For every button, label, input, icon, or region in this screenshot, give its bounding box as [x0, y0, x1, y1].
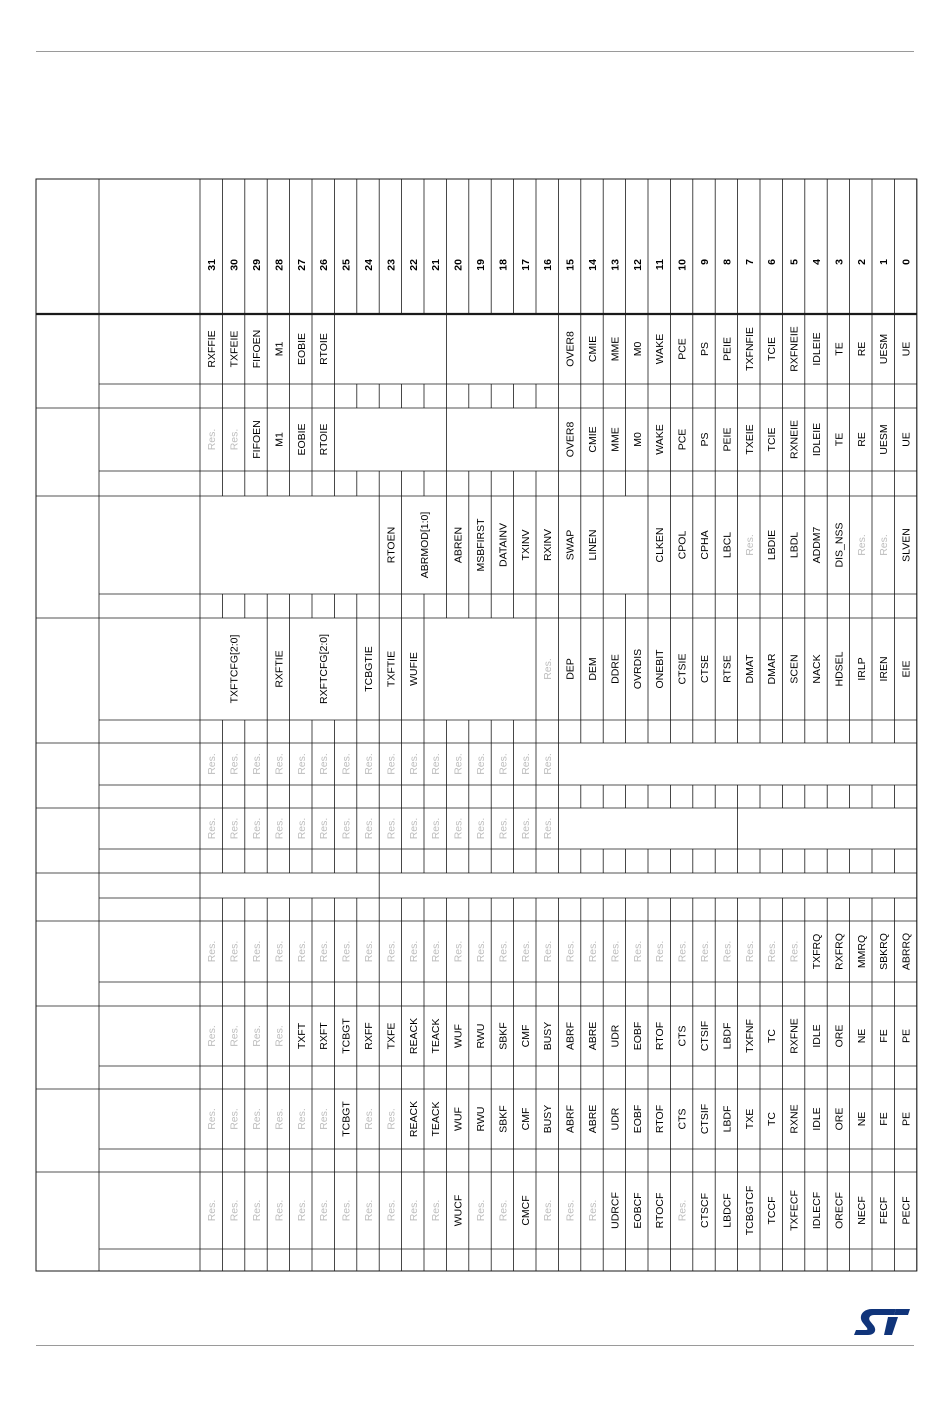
reserved-bit-label: Res. [766, 940, 779, 963]
bit-number: 4 [811, 259, 823, 265]
bit-field-label: UE [900, 341, 913, 357]
bit-field-label: RTOIE [318, 333, 331, 365]
reserved-bit-label: Res. [318, 817, 331, 840]
reserved-bit-label: Res. [340, 753, 353, 775]
bit-field-label: CMIE [587, 335, 599, 363]
bit-field-label: CPOL [676, 530, 689, 560]
bit-number: 7 [743, 259, 756, 265]
reserved-bit-label: Res. [564, 940, 577, 963]
bit-field-label: RXFRQ [833, 933, 846, 970]
bit-field-label: CTSIF [699, 1020, 711, 1052]
bit-field-label: DMAR [766, 653, 779, 685]
reserved-bit-label: Res. [206, 1108, 219, 1130]
bit-number: 6 [766, 259, 779, 265]
bit-field-label: SWAP [564, 529, 577, 561]
bit-field-label: BUSY [542, 1104, 555, 1134]
bit-field-label: CMCF [519, 1195, 532, 1226]
reserved-bit-label: Res. [587, 1199, 599, 1222]
bit-field-label: TXFECF [788, 1190, 801, 1231]
reserved-bit-label: Res. [206, 817, 219, 840]
bit-field-label: UESM [878, 333, 891, 365]
bit-number: 9 [699, 259, 711, 265]
reserved-bit-label: Res. [564, 1199, 577, 1222]
reserved-bit-label: Res. [878, 534, 891, 556]
reserved-bit-label: Res. [273, 1025, 286, 1047]
bit-field-label: DATAINV [497, 523, 510, 567]
bit-field-label: TC [766, 1112, 779, 1126]
reserved-bit-label: Res. [699, 940, 711, 963]
reserved-bit-label: Res. [407, 940, 420, 963]
reserved-bit-label: Res. [497, 817, 510, 840]
bit-field-label: TCIE [766, 427, 779, 452]
bit-field-label: RTOEN [385, 526, 398, 564]
bit-field-label: RTOF [654, 1021, 667, 1051]
bit-field-label: ORECF [833, 1192, 846, 1229]
reserved-bit-label: Res. [654, 940, 667, 963]
reserved-bit-label: Res. [295, 817, 308, 840]
reserved-bit-label: Res. [788, 940, 801, 963]
reserved-bit-label: Res. [587, 940, 599, 963]
reserved-bit-label: Res. [228, 1199, 241, 1222]
bit-number: 17 [519, 259, 532, 271]
bit-field-label: WUCF [452, 1194, 465, 1227]
bit-field-label: CTSIE [676, 653, 689, 685]
bit-field-label: CPHA [699, 530, 711, 560]
reserved-bit-label: Res. [743, 940, 756, 963]
bit-field-label: TXEIE [743, 424, 756, 455]
bit-field-label: TXE [743, 1108, 756, 1130]
bit-field-label: RTOIE [318, 423, 331, 456]
bit-field-label: ORE [833, 1024, 846, 1048]
bit-field-label: PS [699, 341, 711, 357]
bit-number: 29 [251, 259, 263, 271]
bit-field-label: FE [878, 1112, 891, 1126]
bit-number: 27 [295, 259, 308, 271]
bit-number: 2 [855, 259, 868, 265]
reserved-bit-label: Res. [318, 1108, 331, 1130]
reserved-bit-label: Res. [385, 1108, 398, 1130]
bit-field-label: IDLEIE [811, 332, 823, 366]
bit-field-label: RE [855, 341, 868, 357]
bit-field-label: TCIE [766, 337, 779, 361]
bit-field-label: WAKE [654, 424, 667, 455]
reserved-bit-label: Res. [363, 817, 375, 840]
bit-field-label: WAKE [654, 333, 667, 365]
reserved-bit-label: Res. [519, 817, 532, 840]
reserved-bit-label: Res. [407, 753, 420, 775]
bit-number: 5 [788, 259, 801, 265]
bit-field-label: REACK [407, 1100, 420, 1138]
reserved-bit-label: Res. [542, 753, 555, 775]
bit-field-label: ADDM7 [811, 526, 823, 564]
reserved-bit-label: Res. [206, 940, 219, 963]
bit-field-label: ABRRQ [900, 932, 913, 971]
reserved-bit-label: Res. [251, 940, 263, 963]
bit-field-label: TC [766, 1029, 779, 1043]
reserved-bit-label: Res. [206, 428, 219, 451]
reserved-bit-label: Res. [385, 817, 398, 840]
bit-number: 15 [564, 259, 577, 271]
bit-field-label: TEACK [430, 1101, 443, 1137]
bit-field-label: UDRCF [609, 1192, 622, 1229]
bit-field-label: RE [855, 432, 868, 447]
reserved-bit-label: Res. [251, 753, 263, 775]
bit-field-label: REACK [407, 1017, 420, 1055]
bit-number: 16 [542, 259, 555, 271]
bit-number: 11 [654, 259, 667, 271]
reserved-bit-label: Res. [340, 817, 353, 840]
reserved-bit-label: Res. [452, 753, 465, 775]
bit-field-label: CMF [519, 1107, 532, 1131]
bit-field-label: ABREN [452, 526, 465, 564]
bit-field-label: RXINV [542, 528, 555, 562]
reserved-bit-label: Res. [407, 1199, 420, 1222]
bit-field-label: NECF [855, 1196, 868, 1225]
bit-field-label: LBDF [721, 1105, 734, 1133]
bit-field-label: ABRF [564, 1021, 577, 1051]
bit-field-label: NE [855, 1028, 868, 1044]
bit-number: 26 [318, 259, 331, 271]
bit-field-label: RTOCF [654, 1192, 667, 1229]
bit-field-label: IDLE [811, 1024, 823, 1048]
bit-field-label: EOBIE [295, 332, 308, 366]
bit-field-label: IDLEIE [811, 422, 823, 457]
reserved-bit-label: Res. [273, 753, 286, 775]
bit-field-label: IRLP [855, 657, 868, 681]
bit-field-label: NE [855, 1111, 868, 1127]
bit-field-label: LBDCF [721, 1193, 734, 1228]
reserved-bit-label: Res. [206, 1199, 219, 1222]
reserved-bit-label: Res. [206, 1025, 219, 1047]
bit-field-label: LBDIE [766, 529, 779, 561]
reserved-bit-label: Res. [475, 1199, 487, 1222]
bit-field-label: UESM [878, 424, 891, 455]
reserved-bit-label: Res. [363, 940, 375, 963]
bit-field-label: SBKF [497, 1105, 510, 1133]
bit-field-label: TCBGT [340, 1101, 353, 1137]
reserved-bit-label: Res. [228, 1025, 241, 1047]
bit-field-label: TE [833, 432, 846, 447]
bit-field-label: DIS_NSS [833, 522, 846, 568]
bit-field-label: EOBF [631, 1021, 644, 1051]
bit-field-label: ORE [833, 1107, 846, 1131]
bit-field-label: TCCF [766, 1196, 779, 1225]
bit-field-label: CTSE [699, 654, 711, 684]
bit-field-label: SLVEN [900, 528, 913, 562]
bit-field-label: LBCL [721, 531, 734, 559]
reserved-bit-label: Res. [609, 940, 622, 963]
reserved-bit-label: Res. [542, 1199, 555, 1222]
bit-field-label: TXFNF [743, 1019, 756, 1053]
bit-field-label: IREN [878, 656, 891, 682]
bit-field-label: CMIE [587, 426, 599, 453]
bit-number: 1 [878, 259, 891, 265]
reserved-bit-label: Res. [519, 940, 532, 963]
reserved-bit-label: Res. [430, 940, 443, 963]
bit-field-label: M1 [273, 341, 286, 357]
bit-number: 12 [631, 259, 644, 271]
bit-field-label: MME [609, 427, 622, 452]
reserved-bit-label: Res. [542, 817, 555, 840]
reserved-bit-label: Res. [340, 940, 353, 963]
bit-field-label: TXFEIE [228, 330, 241, 368]
bit-field-label: WUF [452, 1024, 465, 1048]
bit-field-label: TXFTIE [385, 650, 398, 688]
bit-field-label: CLKEN [654, 527, 667, 563]
bit-field-label: FECF [878, 1196, 891, 1225]
bit-field-label: RXFNE [788, 1018, 801, 1054]
reserved-bit-label: Res. [295, 1108, 308, 1130]
bit-field-label: TXFNFIE [743, 327, 756, 371]
bit-field-label: BUSY [542, 1021, 555, 1051]
reserved-bit-label: Res. [430, 1199, 443, 1222]
bit-field-label: MME [609, 336, 622, 362]
bit-field-label: PECF [900, 1196, 913, 1225]
bit-number: 31 [206, 259, 219, 271]
reserved-bit-label: Res. [452, 940, 465, 963]
bit-number: 14 [587, 259, 599, 271]
reserved-bit-label: Res. [251, 1199, 263, 1222]
bit-field-label: PCE [676, 428, 689, 451]
reserved-bit-label: Res. [273, 1108, 286, 1130]
bit-number: 18 [497, 259, 510, 271]
reserved-bit-label: Res. [363, 753, 375, 775]
bit-field-label: OVER8 [564, 421, 577, 458]
bit-field-label: EOBF [631, 1104, 644, 1134]
bit-number: 30 [228, 259, 241, 271]
bit-field-label: TXFTCFG[2:0] [228, 634, 241, 704]
reserved-bit-label: Res. [228, 817, 241, 840]
reserved-bit-label: Res. [251, 1025, 263, 1047]
bit-field-label: SBKRQ [878, 933, 891, 970]
bit-field-label: UDR [609, 1107, 622, 1131]
st-logo-icon [850, 1305, 912, 1341]
bit-field-label: CTSCF [699, 1193, 711, 1228]
reserved-bit-label: Res. [340, 1199, 353, 1222]
bit-field-label: TXFE [385, 1022, 398, 1050]
bit-field-label: DEM [587, 657, 599, 681]
bit-field-label: WUFIE [407, 652, 420, 686]
reserved-bit-label: Res. [452, 817, 465, 840]
bit-number: 3 [833, 259, 846, 265]
bit-field-label: ABRF [564, 1104, 577, 1134]
reserved-bit-label: Res. [855, 534, 868, 556]
bit-field-label: HDSEL [833, 651, 846, 687]
bit-field-label: ONEBIT [654, 649, 667, 689]
reserved-bit-label: Res. [318, 940, 331, 963]
bit-number: 13 [609, 259, 622, 271]
bit-field-label: ABRE [587, 1104, 599, 1134]
reserved-bit-label: Res. [385, 1199, 398, 1222]
bit-field-label: M0 [631, 432, 644, 447]
reserved-bit-label: Res. [318, 753, 331, 775]
bit-field-label: FE [878, 1029, 891, 1043]
bit-field-label: TE [833, 342, 846, 356]
bit-field-label: CMF [519, 1024, 532, 1048]
bit-field-label: PE [900, 1028, 913, 1044]
reserved-bit-label: Res. [295, 753, 308, 775]
reserved-bit-label: Res. [430, 753, 443, 775]
bit-field-label: FIFOEN [251, 420, 263, 459]
bit-field-label: MMRQ [855, 934, 868, 969]
reserved-bit-label: Res. [519, 753, 532, 775]
bit-field-label: RXFT [318, 1022, 331, 1050]
bit-field-label: MSBFIRST [475, 518, 487, 572]
bit-number: 21 [430, 259, 443, 271]
reserved-bit-label: Res. [407, 817, 420, 840]
bit-field-label: CTSIF [699, 1103, 711, 1135]
bit-field-label: LBDF [721, 1022, 734, 1050]
footer-rule [36, 1345, 914, 1346]
bit-field-label: EIE [900, 660, 913, 678]
bit-number: 0 [900, 259, 913, 265]
bit-field-label: RXNEIE [788, 419, 801, 460]
reserved-bit-label: Res. [497, 940, 510, 963]
reserved-bit-label: Res. [363, 1108, 375, 1130]
bit-field-label: FIFOEN [251, 329, 263, 369]
bit-field-label: PEIE [721, 427, 734, 452]
reserved-bit-label: Res. [228, 753, 241, 775]
bit-field-label: DMAT [743, 654, 756, 684]
bit-field-label: TCBGT [340, 1018, 353, 1054]
bit-field-label: SCEN [788, 654, 801, 684]
reserved-bit-label: Res. [497, 1199, 510, 1222]
bit-field-label: PCE [676, 338, 689, 360]
reserved-bit-label: Res. [743, 534, 756, 556]
bit-field-label: UE [900, 432, 913, 447]
bit-field-label: OVER8 [564, 331, 577, 367]
bit-field-label: RWU [475, 1023, 487, 1049]
bit-field-label: DEP [564, 658, 577, 680]
reserved-bit-label: Res. [475, 940, 487, 963]
bit-field-label: ABRE [587, 1021, 599, 1051]
bit-field-label: RTOF [654, 1104, 667, 1134]
bit-field-label: PEIE [721, 337, 734, 361]
reserved-bit-label: Res. [542, 940, 555, 963]
bit-number: 24 [363, 259, 375, 271]
bit-number: 20 [452, 259, 465, 271]
bit-field-label: RXFNEIE [788, 326, 801, 372]
bit-field-label: LBDL [788, 531, 801, 559]
reserved-bit-label: Res. [676, 940, 689, 963]
bit-field-label: TEACK [430, 1018, 443, 1054]
bit-field-label: RXNE [788, 1104, 801, 1134]
bit-field-label: NACK [811, 654, 823, 684]
reserved-bit-label: Res. [676, 1199, 689, 1222]
bit-field-label: EOBIE [295, 423, 308, 456]
bit-field-label: RWU [475, 1106, 487, 1132]
reserved-bit-label: Res. [363, 1199, 375, 1222]
reserved-bit-label: Res. [273, 1199, 286, 1222]
reserved-bit-label: Res. [385, 940, 398, 963]
reserved-bit-label: Res. [631, 940, 644, 963]
bit-number: 25 [340, 259, 353, 271]
bit-field-label: M0 [631, 341, 644, 357]
bit-field-label: RXFTCFG[2:0] [318, 633, 331, 705]
bit-field-label: TXFRQ [811, 933, 823, 970]
bit-field-label: M1 [273, 432, 286, 447]
reserved-bit-label: Res. [721, 940, 734, 963]
bit-number: 23 [385, 259, 398, 271]
bit-field-label: CTS [676, 1108, 689, 1130]
reserved-bit-label: Res. [228, 428, 241, 451]
bit-field-label: RXFF [363, 1022, 375, 1050]
bit-number: 22 [407, 259, 420, 271]
bit-field-label: PS [699, 432, 711, 447]
reserved-bit-label: Res. [430, 817, 443, 840]
bit-field-label: TXINV [519, 529, 532, 561]
bit-number: 28 [273, 259, 286, 271]
reserved-bit-label: Res. [206, 753, 219, 775]
reserved-bit-label: Res. [251, 1108, 263, 1130]
bit-field-label: ABRMOD[1:0] [419, 511, 431, 579]
reserved-bit-label: Res. [273, 940, 286, 963]
bit-field-label: CTS [676, 1025, 689, 1047]
reserved-bit-label: Res. [475, 817, 487, 840]
reserved-bit-label: Res. [228, 940, 241, 963]
reserved-bit-label: Res. [273, 817, 286, 840]
bit-field-label: RXFFIE [206, 330, 219, 368]
reserved-bit-label: Res. [228, 1108, 241, 1130]
bit-field-label: TXFT [295, 1022, 308, 1050]
bit-number: 10 [676, 259, 689, 271]
bit-field-label: SBKF [497, 1022, 510, 1050]
bit-field-label: RTSE [721, 655, 734, 683]
reserved-bit-label: Res. [295, 1199, 308, 1222]
reserved-bit-label: Res. [318, 1199, 331, 1222]
reserved-bit-label: Res. [251, 817, 263, 840]
bit-field-label: DDRE [609, 654, 622, 684]
bit-field-label: LINEN [587, 529, 599, 561]
reserved-bit-label: Res. [385, 753, 398, 775]
bit-field-label: EOBCF [631, 1192, 644, 1229]
bit-field-label: OVRDIS [631, 648, 644, 690]
bit-field-label: UDR [609, 1024, 622, 1048]
bit-field-label: IDLECF [811, 1191, 823, 1230]
reserved-bit-label: Res. [497, 753, 510, 775]
bit-number: 19 [475, 259, 487, 271]
reserved-bit-label: Res. [295, 940, 308, 963]
bit-field-label: RXFTIE [273, 650, 286, 688]
reserved-bit-label: Res. [542, 658, 555, 680]
bit-field-label: IDLE [811, 1107, 823, 1131]
bit-field-label: PE [900, 1111, 913, 1127]
bit-field-label: TCBGTCF [743, 1185, 756, 1236]
bit-field-label: TCBGTIE [363, 646, 375, 692]
bit-number: 8 [721, 259, 734, 265]
bit-field-label: WUF [452, 1107, 465, 1131]
reserved-bit-label: Res. [475, 753, 487, 775]
